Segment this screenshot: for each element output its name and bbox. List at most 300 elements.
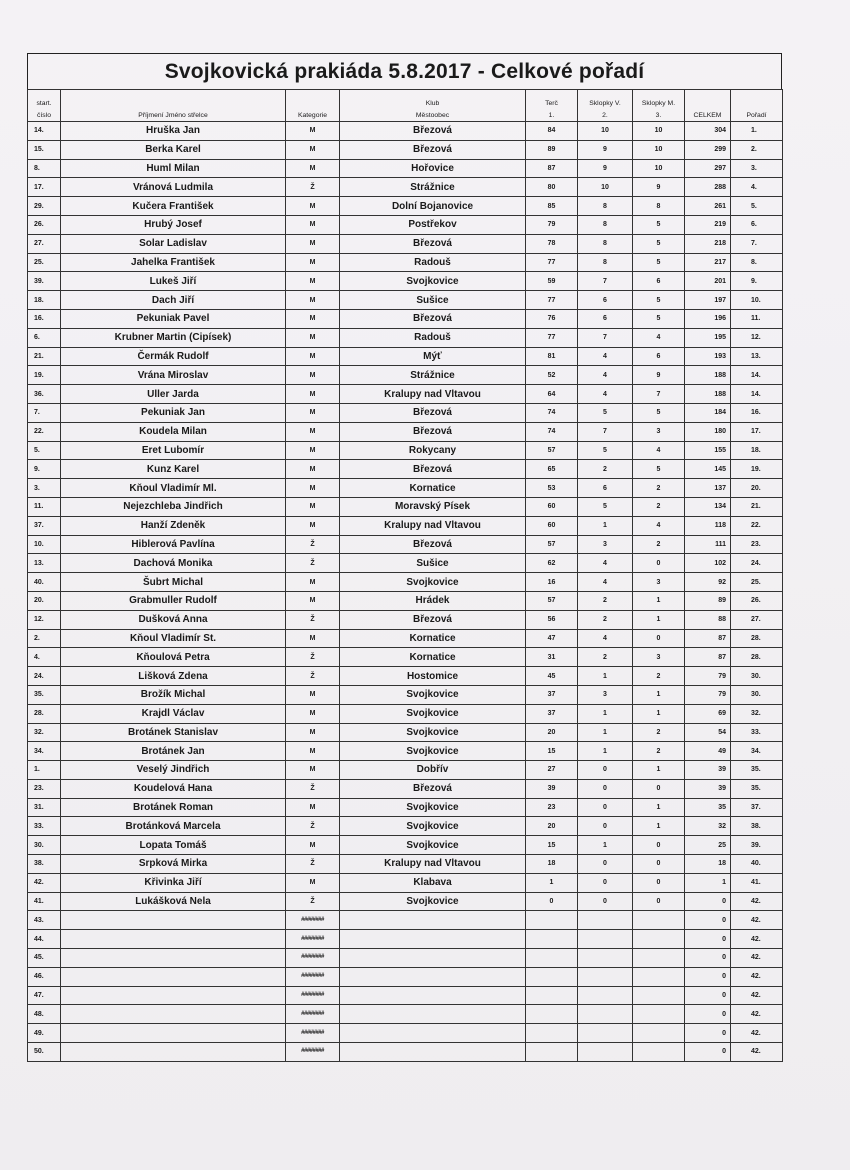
col-sklopky-v: Sklopky V. 2. <box>578 90 633 122</box>
table-row <box>28 591 783 610</box>
name-cell: Brotánková Marcela <box>61 817 286 836</box>
score-sklopky-v-cell: 1 <box>578 704 633 723</box>
start-cell: 39. <box>28 272 61 291</box>
category-cell: M <box>286 685 340 704</box>
category-cell: Ž <box>286 779 340 798</box>
total-cell: 297 <box>685 159 731 178</box>
total-cell: 0 <box>685 1043 731 1062</box>
total-cell: 111 <box>685 535 731 554</box>
rank-cell: 14. <box>731 366 783 385</box>
table-row <box>28 328 783 347</box>
table-row <box>28 159 783 178</box>
table-row <box>28 779 783 798</box>
score-terc-cell: 45 <box>526 667 578 686</box>
col-celkem: CELKEM <box>685 90 731 122</box>
total-cell: 184 <box>685 403 731 422</box>
total-cell: 32 <box>685 817 731 836</box>
category-cell: Ž <box>286 648 340 667</box>
score-terc-cell: 74 <box>526 422 578 441</box>
table-row <box>28 573 783 592</box>
rank-cell: 38. <box>731 817 783 836</box>
score-sklopky-v-cell <box>578 911 633 930</box>
table-row <box>28 309 783 328</box>
score-terc-cell: 60 <box>526 497 578 516</box>
category-cell: M <box>286 516 340 535</box>
total-cell: 89 <box>685 591 731 610</box>
club-cell: Březová <box>340 403 526 422</box>
total-cell: 219 <box>685 215 731 234</box>
start-cell: 45. <box>28 949 61 968</box>
category-cell: M <box>286 159 340 178</box>
category-cell: M <box>286 479 340 498</box>
total-cell: 39 <box>685 779 731 798</box>
score-sklopky-v-cell: 2 <box>578 648 633 667</box>
rank-cell: 32. <box>731 704 783 723</box>
score-terc-cell: 0 <box>526 892 578 911</box>
rank-cell: 34. <box>731 742 783 761</box>
score-sklopky-m-cell: 5 <box>633 253 685 272</box>
rank-cell: 42. <box>731 930 783 949</box>
table-row <box>28 385 783 404</box>
score-sklopky-v-cell <box>578 967 633 986</box>
category-cell: M <box>286 422 340 441</box>
total-cell: 188 <box>685 366 731 385</box>
start-cell: 21. <box>28 347 61 366</box>
score-terc-cell: 89 <box>526 140 578 159</box>
score-sklopky-m-cell: 7 <box>633 385 685 404</box>
club-cell: Hostomice <box>340 667 526 686</box>
score-terc-cell: 76 <box>526 309 578 328</box>
start-cell: 7. <box>28 403 61 422</box>
start-cell: 12. <box>28 610 61 629</box>
name-cell: Krajdl Václav <box>61 704 286 723</box>
score-sklopky-m-cell: 1 <box>633 817 685 836</box>
category-cell: M <box>286 328 340 347</box>
name-cell: Brotánek Stanislav <box>61 723 286 742</box>
name-cell: Huml Milan <box>61 159 286 178</box>
name-cell: Solar Ladislav <box>61 234 286 253</box>
rank-cell: 21. <box>731 497 783 516</box>
name-cell: Dachová Monika <box>61 554 286 573</box>
name-cell: Hiblerová Pavlína <box>61 535 286 554</box>
start-cell: 29. <box>28 197 61 216</box>
score-sklopky-m-cell: 10 <box>633 122 685 141</box>
name-cell: Grabmuller Rudolf <box>61 591 286 610</box>
start-cell: 47. <box>28 986 61 1005</box>
score-sklopky-v-cell: 4 <box>578 573 633 592</box>
score-sklopky-m-cell: 1 <box>633 704 685 723</box>
table-row <box>28 366 783 385</box>
score-sklopky-v-cell: 7 <box>578 422 633 441</box>
rank-cell: 5. <box>731 197 783 216</box>
start-cell: 36. <box>28 385 61 404</box>
start-cell: 20. <box>28 591 61 610</box>
total-cell: 196 <box>685 309 731 328</box>
category-cell: M <box>286 798 340 817</box>
name-cell: Dach Jiří <box>61 291 286 310</box>
score-terc-cell: 37 <box>526 685 578 704</box>
category-cell: M <box>286 215 340 234</box>
start-cell: 5. <box>28 441 61 460</box>
category-cell: ######## <box>286 930 340 949</box>
rank-cell: 35. <box>731 779 783 798</box>
category-cell: M <box>286 197 340 216</box>
rank-cell: 28. <box>731 629 783 648</box>
score-sklopky-m-cell: 0 <box>633 873 685 892</box>
table-row <box>28 1024 783 1043</box>
rank-cell: 26. <box>731 591 783 610</box>
club-cell: Rokycany <box>340 441 526 460</box>
page-title: Svojkovická prakiáda 5.8.2017 - Celkové pořadí <box>27 53 782 89</box>
total-cell: 25 <box>685 836 731 855</box>
rank-cell: 16. <box>731 403 783 422</box>
score-sklopky-m-cell: 5 <box>633 460 685 479</box>
club-cell: Svojkovice <box>340 272 526 291</box>
category-cell: M <box>286 441 340 460</box>
total-cell: 261 <box>685 197 731 216</box>
total-cell: 217 <box>685 253 731 272</box>
category-cell: M <box>286 873 340 892</box>
score-sklopky-m-cell: 0 <box>633 779 685 798</box>
table-row <box>28 554 783 573</box>
col-klub: Klub Městoobec <box>340 90 526 122</box>
score-terc-cell: 18 <box>526 855 578 874</box>
total-cell: 0 <box>685 892 731 911</box>
club-cell: Dolní Bojanovice <box>340 197 526 216</box>
table-row <box>28 817 783 836</box>
name-cell: Koudela Milan <box>61 422 286 441</box>
score-sklopky-m-cell: 1 <box>633 761 685 780</box>
score-terc-cell: 62 <box>526 554 578 573</box>
category-cell: M <box>286 460 340 479</box>
name-cell: Křivinka Jiří <box>61 873 286 892</box>
total-cell: 180 <box>685 422 731 441</box>
club-cell: Hrádek <box>340 591 526 610</box>
club-cell: Svojkovice <box>340 817 526 836</box>
category-cell: M <box>286 347 340 366</box>
score-terc-cell: 57 <box>526 591 578 610</box>
total-cell: 54 <box>685 723 731 742</box>
name-cell: Vránová Ludmila <box>61 178 286 197</box>
category-cell: Ž <box>286 817 340 836</box>
score-terc-cell: 27 <box>526 761 578 780</box>
club-cell: Svojkovice <box>340 742 526 761</box>
name-cell: Šubrt Michal <box>61 573 286 592</box>
score-sklopky-m-cell: 9 <box>633 178 685 197</box>
name-cell: Koudelová Hana <box>61 779 286 798</box>
start-cell: 48. <box>28 1005 61 1024</box>
start-cell: 38. <box>28 855 61 874</box>
score-sklopky-v-cell: 1 <box>578 667 633 686</box>
category-cell: ######## <box>286 949 340 968</box>
score-sklopky-v-cell: 0 <box>578 798 633 817</box>
table-row <box>28 422 783 441</box>
score-terc-cell <box>526 986 578 1005</box>
score-sklopky-m-cell: 1 <box>633 610 685 629</box>
club-cell: Březová <box>340 610 526 629</box>
table-row <box>28 892 783 911</box>
score-sklopky-v-cell: 4 <box>578 385 633 404</box>
rank-cell: 7. <box>731 234 783 253</box>
score-sklopky-v-cell: 0 <box>578 817 633 836</box>
start-cell: 43. <box>28 911 61 930</box>
club-cell: Březová <box>340 535 526 554</box>
rank-cell: 18. <box>731 441 783 460</box>
score-terc-cell: 79 <box>526 215 578 234</box>
rank-cell: 3. <box>731 159 783 178</box>
total-cell: 49 <box>685 742 731 761</box>
rank-cell: 14. <box>731 385 783 404</box>
score-sklopky-v-cell: 8 <box>578 215 633 234</box>
table-row <box>28 855 783 874</box>
name-cell <box>61 986 286 1005</box>
col-name: Příjmení Jméno střelce <box>61 90 286 122</box>
name-cell: Uller Jarda <box>61 385 286 404</box>
category-cell: ######## <box>286 911 340 930</box>
start-cell: 46. <box>28 967 61 986</box>
rank-cell: 13. <box>731 347 783 366</box>
start-cell: 41. <box>28 892 61 911</box>
score-terc-cell: 87 <box>526 159 578 178</box>
category-cell: M <box>286 122 340 141</box>
total-cell: 218 <box>685 234 731 253</box>
start-cell: 3. <box>28 479 61 498</box>
score-terc-cell: 84 <box>526 122 578 141</box>
score-terc-cell: 60 <box>526 516 578 535</box>
name-cell: Kňoulová Petra <box>61 648 286 667</box>
category-cell: Ž <box>286 178 340 197</box>
category-cell: M <box>286 272 340 291</box>
club-cell: Kornatice <box>340 648 526 667</box>
name-cell: Kunz Karel <box>61 460 286 479</box>
name-cell: Hrubý Josef <box>61 215 286 234</box>
table-row <box>28 253 783 272</box>
score-sklopky-m-cell: 9 <box>633 366 685 385</box>
rank-cell: 12. <box>731 328 783 347</box>
start-cell: 34. <box>28 742 61 761</box>
category-cell: M <box>286 309 340 328</box>
table-row <box>28 441 783 460</box>
table-row <box>28 685 783 704</box>
name-cell: Nejezchleba Jindřich <box>61 497 286 516</box>
start-cell: 14. <box>28 122 61 141</box>
rank-cell: 9. <box>731 272 783 291</box>
category-cell: Ž <box>286 855 340 874</box>
table-row <box>28 742 783 761</box>
score-sklopky-m-cell: 3 <box>633 422 685 441</box>
score-terc-cell: 47 <box>526 629 578 648</box>
score-sklopky-m-cell: 8 <box>633 197 685 216</box>
club-cell <box>340 1043 526 1062</box>
score-sklopky-m-cell <box>633 1024 685 1043</box>
score-terc-cell: 64 <box>526 385 578 404</box>
score-sklopky-m-cell: 2 <box>633 667 685 686</box>
club-cell: Radouš <box>340 253 526 272</box>
score-sklopky-v-cell <box>578 949 633 968</box>
score-sklopky-v-cell: 4 <box>578 629 633 648</box>
total-cell: 193 <box>685 347 731 366</box>
name-cell <box>61 1043 286 1062</box>
rank-cell: 2. <box>731 140 783 159</box>
score-terc-cell: 16 <box>526 573 578 592</box>
club-cell: Březová <box>340 422 526 441</box>
total-cell: 0 <box>685 1024 731 1043</box>
score-terc-cell: 59 <box>526 272 578 291</box>
start-cell: 27. <box>28 234 61 253</box>
table-row <box>28 798 783 817</box>
start-cell: 13. <box>28 554 61 573</box>
score-sklopky-m-cell <box>633 949 685 968</box>
score-terc-cell: 37 <box>526 704 578 723</box>
score-sklopky-v-cell: 0 <box>578 892 633 911</box>
total-cell: 155 <box>685 441 731 460</box>
score-sklopky-v-cell: 3 <box>578 685 633 704</box>
total-cell: 0 <box>685 986 731 1005</box>
score-sklopky-v-cell <box>578 986 633 1005</box>
rank-cell: 30. <box>731 685 783 704</box>
score-sklopky-m-cell: 2 <box>633 535 685 554</box>
score-sklopky-m-cell: 2 <box>633 497 685 516</box>
total-cell: 0 <box>685 1005 731 1024</box>
score-sklopky-m-cell: 5 <box>633 309 685 328</box>
score-sklopky-m-cell: 10 <box>633 140 685 159</box>
total-cell: 69 <box>685 704 731 723</box>
total-cell: 79 <box>685 667 731 686</box>
rank-cell: 42. <box>731 949 783 968</box>
col-sklopky-m: Sklopky M. 3. <box>633 90 685 122</box>
name-cell <box>61 930 286 949</box>
table-row <box>28 497 783 516</box>
start-cell: 40. <box>28 573 61 592</box>
name-cell <box>61 1024 286 1043</box>
score-terc-cell <box>526 1043 578 1062</box>
score-sklopky-m-cell: 5 <box>633 234 685 253</box>
score-sklopky-m-cell <box>633 911 685 930</box>
score-sklopky-m-cell: 5 <box>633 291 685 310</box>
score-terc-cell: 52 <box>526 366 578 385</box>
start-cell: 23. <box>28 779 61 798</box>
score-sklopky-m-cell <box>633 930 685 949</box>
score-sklopky-v-cell: 5 <box>578 497 633 516</box>
club-cell <box>340 949 526 968</box>
total-cell: 92 <box>685 573 731 592</box>
rank-cell: 19. <box>731 460 783 479</box>
score-sklopky-v-cell: 9 <box>578 140 633 159</box>
name-cell: Lopata Tomáš <box>61 836 286 855</box>
rank-cell: 6. <box>731 215 783 234</box>
start-cell: 1. <box>28 761 61 780</box>
start-cell: 31. <box>28 798 61 817</box>
club-cell: Strážnice <box>340 366 526 385</box>
score-terc-cell: 80 <box>526 178 578 197</box>
name-cell: Lukášková Nela <box>61 892 286 911</box>
club-cell: Kralupy nad Vltavou <box>340 855 526 874</box>
start-cell: 2. <box>28 629 61 648</box>
rank-cell: 10. <box>731 291 783 310</box>
category-cell: ######## <box>286 1043 340 1062</box>
start-cell: 24. <box>28 667 61 686</box>
total-cell: 87 <box>685 629 731 648</box>
category-cell: M <box>286 836 340 855</box>
score-sklopky-v-cell: 7 <box>578 328 633 347</box>
score-sklopky-v-cell: 1 <box>578 723 633 742</box>
table-row <box>28 761 783 780</box>
start-cell: 30. <box>28 836 61 855</box>
start-cell: 35. <box>28 685 61 704</box>
rank-cell: 4. <box>731 178 783 197</box>
score-terc-cell: 81 <box>526 347 578 366</box>
table-row <box>28 949 783 968</box>
table-row <box>28 610 783 629</box>
rank-cell: 42. <box>731 892 783 911</box>
table-row <box>28 930 783 949</box>
start-cell: 42. <box>28 873 61 892</box>
start-cell: 19. <box>28 366 61 385</box>
score-sklopky-v-cell <box>578 1024 633 1043</box>
score-terc-cell: 74 <box>526 403 578 422</box>
name-cell: Pekuniak Jan <box>61 403 286 422</box>
score-sklopky-m-cell: 5 <box>633 403 685 422</box>
rank-cell: 28. <box>731 648 783 667</box>
total-cell: 201 <box>685 272 731 291</box>
category-cell: M <box>286 234 340 253</box>
score-sklopky-v-cell: 4 <box>578 347 633 366</box>
total-cell: 79 <box>685 685 731 704</box>
club-cell: Moravský Písek <box>340 497 526 516</box>
start-cell: 15. <box>28 140 61 159</box>
rank-cell: 42. <box>731 986 783 1005</box>
club-cell: Radouš <box>340 328 526 347</box>
club-cell: Svojkovice <box>340 836 526 855</box>
category-cell: M <box>286 591 340 610</box>
total-cell: 39 <box>685 761 731 780</box>
table-row <box>28 723 783 742</box>
category-cell: M <box>286 253 340 272</box>
club-cell: Březová <box>340 234 526 253</box>
score-sklopky-v-cell: 6 <box>578 309 633 328</box>
start-cell: 16. <box>28 309 61 328</box>
score-sklopky-m-cell: 2 <box>633 723 685 742</box>
club-cell: Březová <box>340 309 526 328</box>
results-body <box>28 122 783 1062</box>
score-sklopky-m-cell: 10 <box>633 159 685 178</box>
total-cell: 304 <box>685 122 731 141</box>
name-cell: Eret Lubomír <box>61 441 286 460</box>
table-row <box>28 403 783 422</box>
table-row <box>28 516 783 535</box>
score-sklopky-m-cell: 0 <box>633 855 685 874</box>
score-terc-cell: 57 <box>526 535 578 554</box>
club-cell: Svojkovice <box>340 704 526 723</box>
table-row <box>28 629 783 648</box>
score-terc-cell: 1 <box>526 873 578 892</box>
club-cell: Kornatice <box>340 629 526 648</box>
name-cell: Hruška Jan <box>61 122 286 141</box>
start-cell: 50. <box>28 1043 61 1062</box>
table-row <box>28 215 783 234</box>
score-sklopky-v-cell: 3 <box>578 535 633 554</box>
start-cell: 32. <box>28 723 61 742</box>
score-terc-cell: 57 <box>526 441 578 460</box>
col-terc: Terč 1. <box>526 90 578 122</box>
score-sklopky-m-cell: 0 <box>633 836 685 855</box>
club-cell: Svojkovice <box>340 685 526 704</box>
start-cell: 26. <box>28 215 61 234</box>
rank-cell: 42. <box>731 1024 783 1043</box>
rank-cell: 17. <box>731 422 783 441</box>
start-cell: 10. <box>28 535 61 554</box>
rank-cell: 41. <box>731 873 783 892</box>
